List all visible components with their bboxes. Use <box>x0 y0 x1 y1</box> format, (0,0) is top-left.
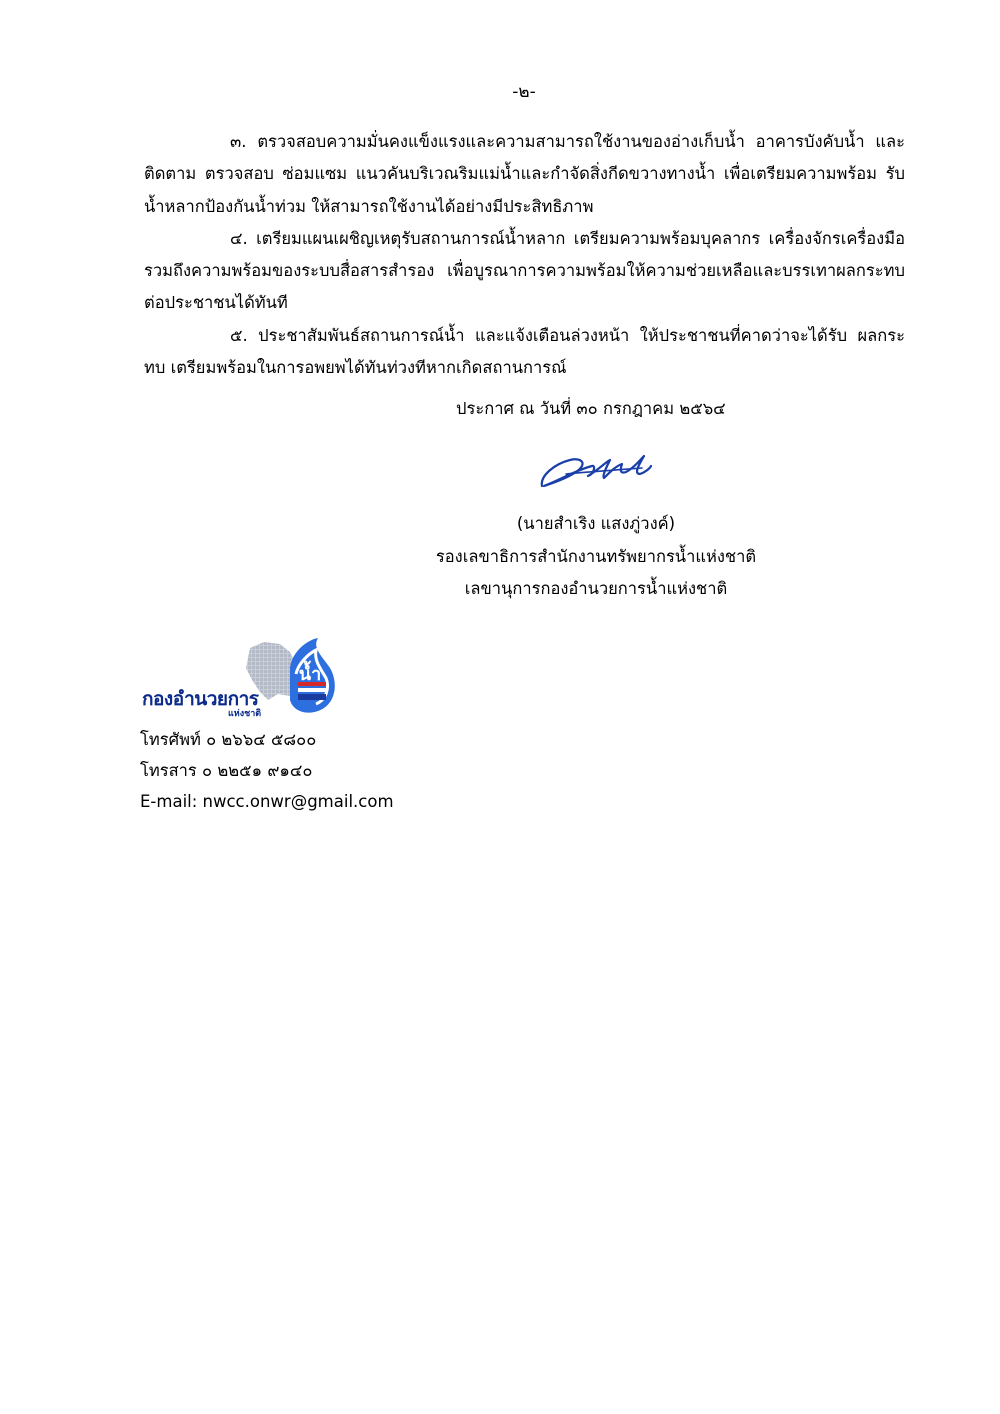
signer-position-2: เลขานุการกองอำนวยการน้ำแห่งชาติ <box>464 579 728 598</box>
contact-block <box>140 724 394 817</box>
contact-phone: โทรศัพท์ ๐ ๒๖๖๔ ๕๘๐๐ <box>140 730 317 749</box>
paragraph-item-3: ๓. ตรวจสอบความมั่นคงแข็งแรงและความสามารถใช้งานของอ่างเก็บน้ำ อาคารบังคับน้ำ และติดตาม ตรวจสอบ ซ่อมแซม แนวคันบริเวณริมแม่น้ำและกำจัดสิ่งกีดขวางทางน้ำ เพื่อเตรียมความพร้อม รับน้ำหลากป้องกันน้ำท่วม ให้สามารถใช้งานได้อย่างมีประสิทธิภาพ <box>144 132 905 216</box>
contact-fax: โทรสาร ๐ ๒๒๕๑ ๙๑๔๐ <box>140 761 313 780</box>
signer-position-1: รองเลขาธิการสำนักงานทรัพยากรน้ำแห่งชาติ <box>435 546 757 566</box>
document-body <box>144 126 905 384</box>
signature-image <box>536 446 652 494</box>
signer-block <box>0 508 1000 606</box>
logo-badge-text: น้ำ <box>298 664 322 685</box>
signer-name: (นายสำเริง แสงภู่วงค์) <box>516 514 676 533</box>
announcement-date: ประกาศ ณ วันที่ ๓๐ กรกฎาคม ๒๕๖๔ <box>456 399 726 418</box>
logo-subtext: แห่งชาติ <box>228 709 262 719</box>
paragraph-item-5: ๕. ประชาสัมพันธ์สถานการณ์น้ำ และแจ้งเตือนล่วงหน้า ให้ประชาชนที่คาดว่าจะได้รับ ผลกระทบ เตรียมพร้อมในการอพยพได้ทันท่วงทีหากเกิดสถานการณ์ <box>144 325 905 378</box>
page-number: -๒- <box>512 82 536 102</box>
logo-text: กองอำนวยการ <box>142 688 259 710</box>
contact-email: E-mail: nwcc.onwr@gmail.com <box>140 792 394 811</box>
paragraph-item-4: ๔. เตรียมแผนเผชิญเหตุรับสถานการณ์น้ำหลาก เตรียมความพร้อมบุคลากร เครื่องจักรเครื่องมือ รวมถึงความพร้อมของระบบสื่อสารสำรอง เพื่อบูรณาการความพร้อมให้ความช่วยเหลือและบรรเทาผลกระทบ ต่อประชาชนได้ทันที <box>144 228 905 313</box>
nwcc-logo <box>140 634 340 724</box>
